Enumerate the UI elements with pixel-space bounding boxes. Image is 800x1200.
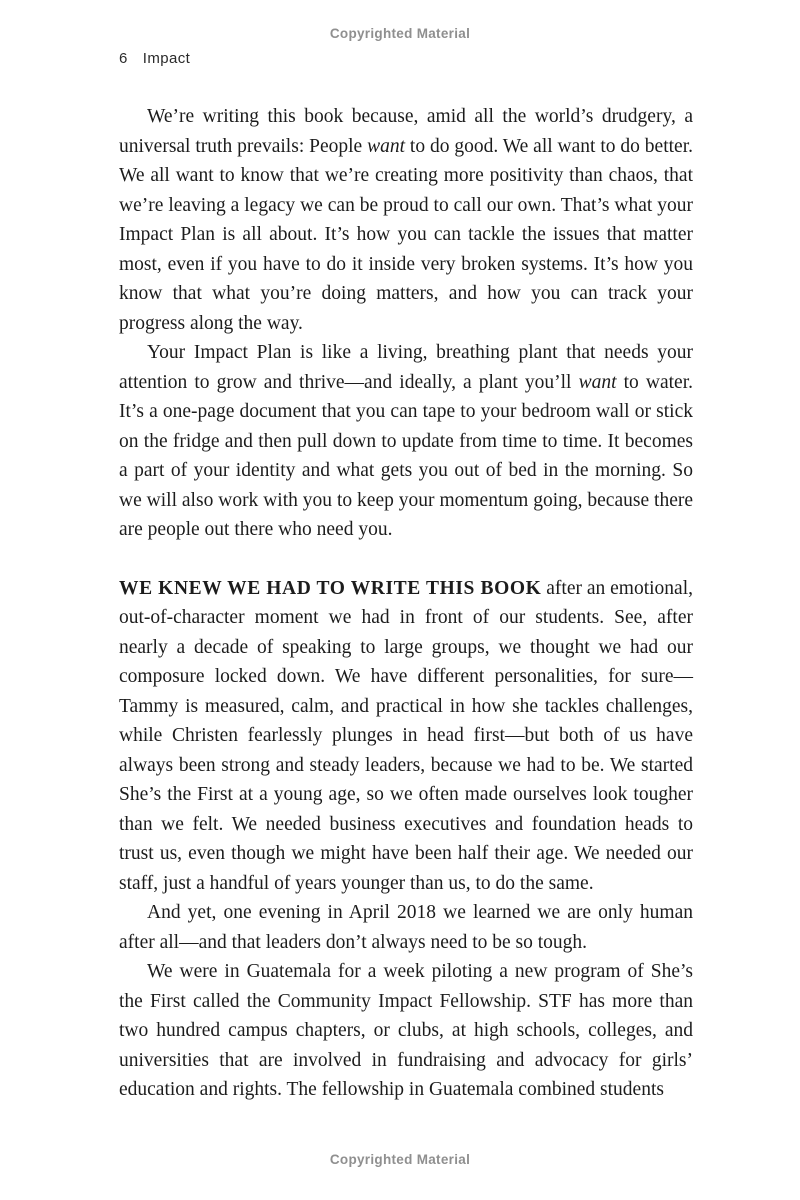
paragraph-text: We were in Guatemala for a week piloting a new program of She’s the First called the Community Impact Fellowship. STF has more than two hundred campus chapters, or clubs, at high schools, colleges, and universities that are involved in fundraising and advocacy for girls’ education and rights. The fellowship in Guatemala combined students <box>119 961 693 1100</box>
paragraph <box>119 957 693 1105</box>
paragraph <box>119 898 693 957</box>
copyright-top-label: Copyrighted Material <box>329 26 471 41</box>
paragraph <box>119 574 693 899</box>
emphasized-text: want <box>578 371 617 393</box>
page-number: 6 <box>119 50 128 67</box>
chapter-title: Impact <box>142 50 191 67</box>
section-lead-text: WE KNEW WE HAD TO WRITE THIS BOOK <box>119 577 542 599</box>
paragraph-text: after an emotional, out-of-character moment we had in front of our students. See, after nearly a decade of speaking to large groups, we thought we had our composure locked down. We have different personalities, for sure—Tammy is measured, calm, and practical in how she tackles challenges, while Christen fearlessly plunges in head first—but both of us have always been strong and steady leaders, because we had to be. We started She’s the First at a young age, so we often made ourselves look tougher than we felt. We needed business executives and foundation heads to trust us, even though we might have been half their age. We needed our staff, just a handful of years younger than us, to do the same. <box>119 577 693 894</box>
paragraph-text: to water. It’s a one-page document that you can tape to your bedroom wall or stick on the fridge and then pull down to update from time to time. It becomes a part of your identity and what gets you out of bed in the morning. So we will also work with you to keep your momentum going, because there are people out there who need you. <box>119 371 693 540</box>
emphasized-text: want <box>367 135 406 157</box>
paragraph-text: And yet, one evening in April 2018 we learned we are only human after all—and that leaders don’t always need to be so tough. <box>119 902 693 953</box>
paragraph <box>119 102 693 338</box>
copyright-bottom-label: Copyrighted Material <box>329 1152 471 1167</box>
paragraph-text: Your Impact Plan is like a living, breathing plant that needs your attention to grow and thrive—and ideally, a plant you’ll <box>119 342 693 393</box>
paragraph-text: We’re writing this book because, amid all the world’s drudgery, a universal truth prevails: People <box>119 106 693 157</box>
body-text <box>119 102 693 1105</box>
running-head <box>119 50 190 67</box>
paragraph <box>119 338 693 545</box>
paragraph-text: to do good. We all want to do better. We all want to know that we’re creating more positivity than chaos, that we’re leaving a legacy we can be proud to call our own. That’s what your Impact Plan is all about. It’s how you can tackle the issues that matter most, even if you have to do it inside very broken systems. It’s how you know that what you’re doing matters, and how you can track your progress along the way. <box>119 135 693 334</box>
